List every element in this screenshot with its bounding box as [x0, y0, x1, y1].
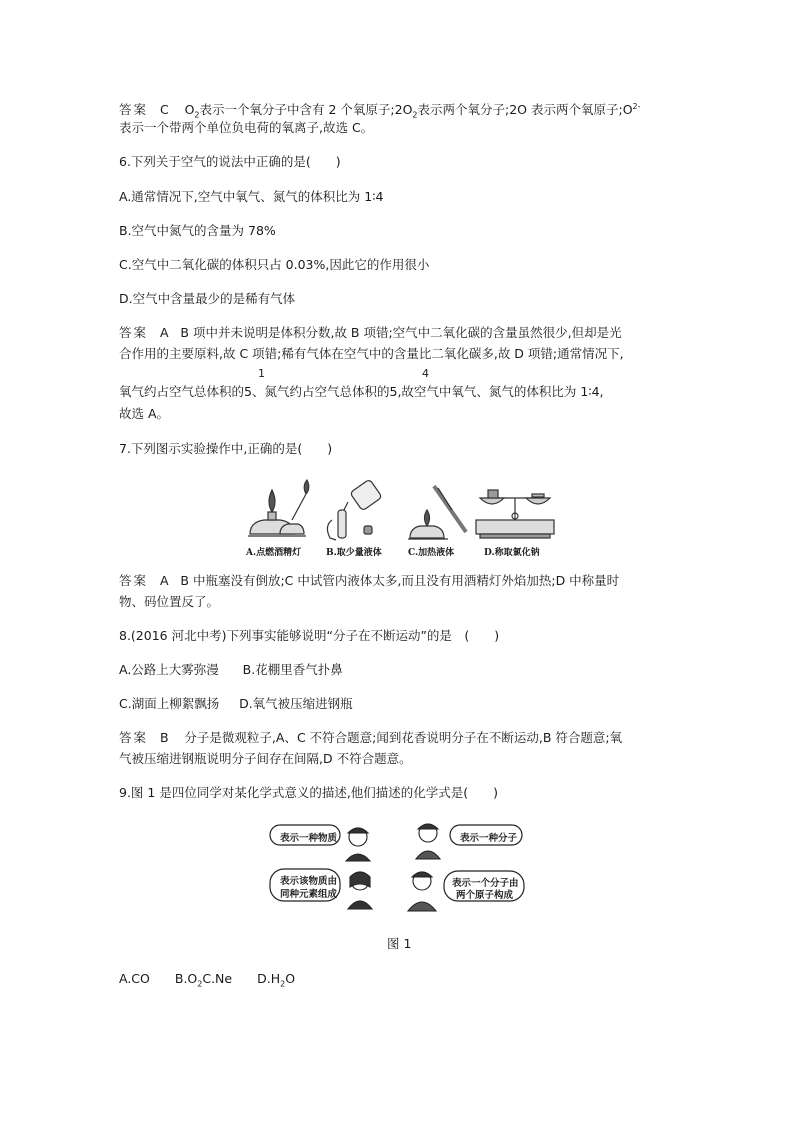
fraction-2-denominator: 5: [389, 384, 398, 399]
answer-label: 答案: [119, 325, 149, 340]
figure-label-c: C.加热液体: [408, 548, 455, 558]
q6-answer-line1: 答案 A B 项中并未说明是体积分数,故 B 项错;空气中二氧化碳的含量虽然很少,但却是光: [119, 325, 622, 340]
q6-option-c: C.空气中二氧化碳的体积只占 0.03%,因此它的作用很小: [119, 257, 430, 272]
q7-answer-line2: 物、码位置反了。: [119, 594, 220, 609]
bubble-top-right-text: 表示一种分子: [460, 833, 518, 844]
figure-label-a: A.点燃酒精灯: [246, 548, 302, 558]
answer-letter: C: [159, 102, 169, 118]
answer-label: 答案: [119, 573, 149, 588]
q6-stem: 6.下列关于空气的说法中正确的是( ): [119, 154, 341, 169]
q8-stem: 8.(2016 河北中考)下列事实能够说明“分子在不断运动”的是 ( ): [119, 628, 500, 643]
fraction-1-denominator: 5: [244, 384, 252, 399]
q7-stem: 7.下列图示实验操作中,正确的是( ): [119, 441, 333, 456]
figure-caption: 图 1: [387, 936, 412, 951]
bubble-bottom-right-text-2: 两个原子构成: [456, 890, 514, 901]
alcohol-lamp-icon: [248, 480, 309, 536]
bubble-top-left-text: 表示一种物质: [280, 833, 338, 844]
q8-answer-line2: 气被压缩进钢瓶说明分子间存在间隔,D 不符合题意。: [119, 751, 412, 766]
figure-label-b: B.取少量液体: [326, 548, 382, 558]
student-figures-icon: [346, 824, 440, 911]
q6-option-a: A.通常情况下,空气中氧气、氮气的体积比为 1∶4: [119, 189, 384, 204]
answer-letter: A: [159, 573, 169, 588]
q6-answer-line2: 合作用的主要原料,故 C 项错;稀有气体在空气中的含量比二氧化碳多,故 D 项错;通常情况下,: [119, 346, 624, 361]
q8-options-row1: [119, 662, 343, 678]
q9-figure: [268, 815, 528, 915]
reagent-bottle-icon: [327, 479, 382, 540]
q7-answer-line1: 答案 A B 中瓶塞没有倒放;C 中试管内液体太多,而且没有用酒精灯外焰加热;D 中称量时: [119, 573, 620, 588]
fraction-1-numerator: 1: [258, 367, 265, 380]
q7-figure: [244, 476, 560, 560]
q6-answer-line3: 氧气约占空气总体积的5、氮气约占空气总体积的5,故空气中氧气、氮气的体积比为 1∶4,: [119, 384, 604, 399]
q6-option-d: D.空气中含量最少的是稀有气体: [119, 291, 296, 306]
q5-answer-line1: 答案 C $O_2$表示一个氧分子中含有 2 个氧原子$;2O_2$表示两个氧分子;2O 表示两个氧原子$;O^{2-}$: [119, 102, 641, 120]
q8-option-c: C.湖面上柳絮飘扬: [119, 696, 220, 711]
q8-option-d: D.氧气被压缩进钢瓶: [239, 696, 353, 711]
bubble-bottom-left-text-1: 表示该物质由: [280, 876, 338, 887]
fraction-2-numerator: 4: [422, 367, 429, 380]
q8-option-a: A.公路上大雾弥漫: [119, 662, 219, 677]
q9-options: A.CO $B.O_2C.Ne$ $D.H_2O$: [119, 971, 296, 989]
figure-label-d: D.称取氯化钠: [484, 548, 540, 558]
q8-options-row2: [119, 696, 353, 712]
answer-label: 答案: [119, 102, 149, 118]
answer-letter: A: [159, 325, 169, 340]
q5-answer-line2: 表示一个带两个单位负电荷的氧离子,故选 C。: [119, 120, 374, 135]
q9-stem: 9.图 1 是四位同学对某化学式意义的描述,他们描述的化学式是( ): [119, 785, 499, 800]
heating-test-tube-icon: [408, 486, 466, 539]
bubble-bottom-left-text-2: 同种元素组成: [280, 889, 338, 900]
bubble-bottom-right-text-1: 表示一个分子由: [452, 878, 519, 889]
q8-option-b: B.花棚里香气扑鼻: [242, 662, 343, 677]
q6-option-b: B.空气中氮气的含量为 78%: [119, 223, 276, 238]
q8-answer-line1: 答案 B 分子是微观粒子,A、C 不符合题意;闻到花香说明分子在不断运动,B 符合题意;氧: [119, 730, 623, 745]
answer-label: 答案: [119, 730, 149, 745]
answer-letter: B: [159, 730, 169, 745]
q6-answer-line4: 故选 A。: [119, 406, 170, 421]
balance-scale-icon: [476, 490, 554, 538]
